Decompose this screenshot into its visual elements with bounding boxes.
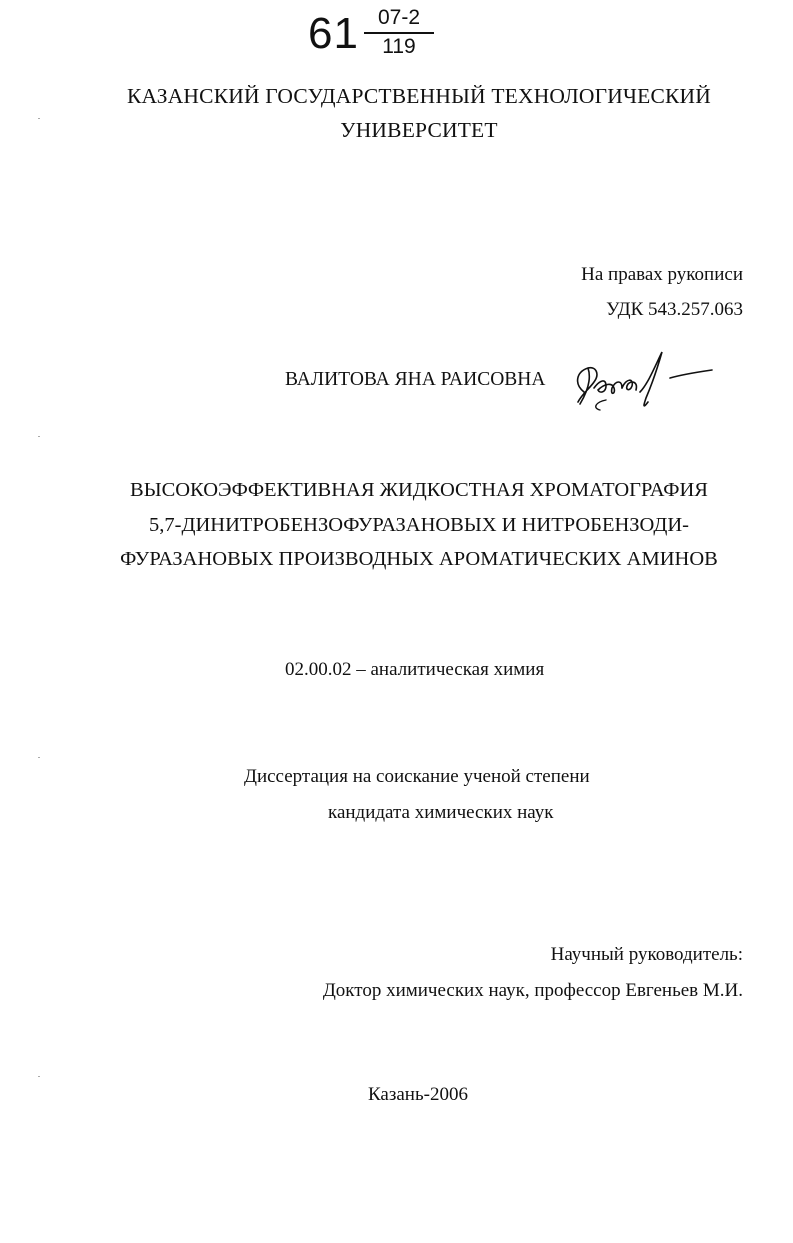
degree-line-1: Диссертация на соискание ученой степени — [244, 766, 590, 787]
author-name: ВАЛИТОВА ЯНА РАИСОВНА — [285, 369, 546, 390]
archive-stamp-fraction-top: 07-2 — [377, 6, 421, 29]
archive-stamp-fraction-bottom: 119 — [382, 35, 416, 58]
udc-code: УДК 543.257.063 — [606, 299, 743, 320]
archive-stamp-fraction — [368, 6, 430, 58]
scan-mark — [38, 1076, 40, 1077]
author-signature — [566, 344, 716, 424]
specialty-code: 02.00.02 – аналитическая химия — [285, 659, 545, 680]
archive-stamp-fraction-bar — [364, 32, 434, 34]
manuscript-rights-note: На правах рукописи — [581, 264, 743, 285]
scan-mark — [38, 118, 40, 119]
degree-line-2: кандидата химических наук — [328, 802, 554, 823]
archive-stamp-number: 61 — [308, 9, 359, 58]
institution-line-2: УНИВЕРСИТЕТ — [340, 118, 498, 142]
supervisor-label: Научный руководитель: — [550, 944, 743, 965]
place-year: Казань-2006 — [368, 1084, 468, 1105]
supervisor-name: Доктор химических наук, профессор Евгеньев М.И. — [322, 980, 743, 1001]
thesis-title-line-1: ВЫСОКОЭФФЕКТИВНАЯ ЖИДКОСТНАЯ ХРОМАТОГРАФИЯ — [130, 479, 708, 501]
scan-mark — [38, 757, 40, 758]
thesis-title-line-2: 5,7-ДИНИТРОБЕНЗОФУРАЗАНОВЫХ И НИТРОБЕНЗОДИ- — [149, 514, 689, 536]
institution-line-1: КАЗАНСКИЙ ГОСУДАРСТВЕННЫЙ ТЕХНОЛОГИЧЕСКИЙ — [127, 84, 711, 108]
scan-mark — [38, 436, 40, 437]
thesis-title-line-3: ФУРАЗАНОВЫХ ПРОИЗВОДНЫХ АРОМАТИЧЕСКИХ АМИНОВ — [120, 548, 718, 570]
